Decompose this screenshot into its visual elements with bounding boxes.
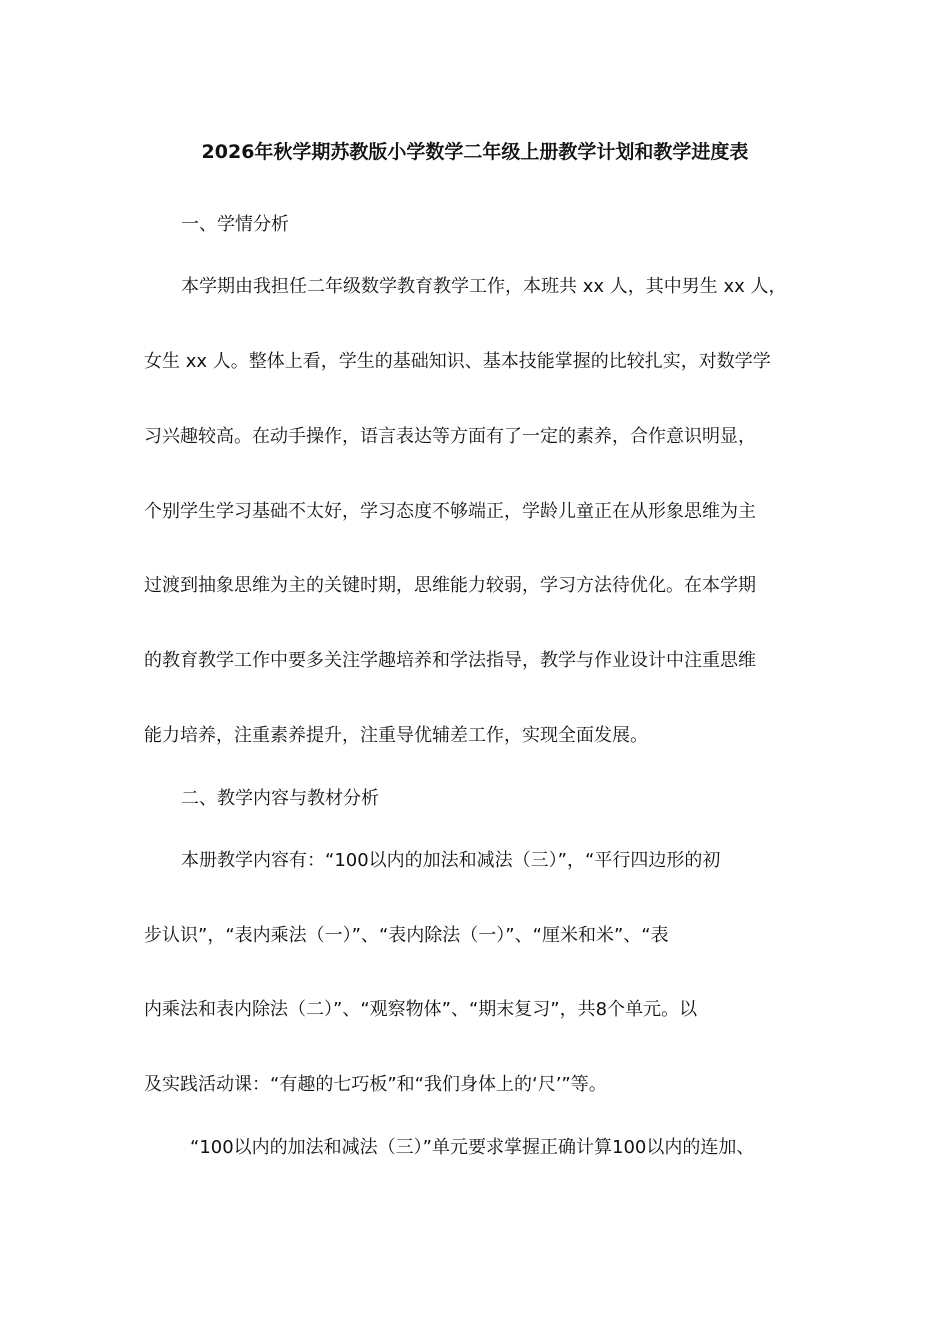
paragraph-line: 的教育教学工作中要多关注学趣培养和学法指导，教学与作业设计中注重思维 [144,650,756,671]
paragraph-line: 步认识”，“表内乘法（一）”、“表内除法（一）”、“厘米和米”、“表 [144,925,669,946]
paragraph-line: 内乘法和表内除法（二）”、“观察物体”、“期末复习”，共8个单元。以 [144,999,698,1020]
document-title: 2026年秋学期苏教版小学数学二年级上册教学计划和教学进度表 [201,141,749,163]
section-heading-analysis: 一、学情分析 [181,214,289,235]
paragraph-line: 本册教学内容有：“100以内的加法和减法（三）”，“平行四边形的初 [181,850,721,871]
paragraph-line: 本学期由我担任二年级数学教育教学工作，本班共 xx 人，其中男生 xx 人， [181,276,787,297]
paragraph-line: 个别学生学习基础不太好，学习态度不够端正，学龄儿童正在从形象思维为主 [144,501,756,522]
paragraph-line: 女生 xx 人。整体上看，学生的基础知识、基本技能掌握的比较扎实，对数学学 [144,351,771,372]
paragraph-line: 及实践活动课：“有趣的七巧板”和“我们身体上的‘尺’”等。 [144,1074,607,1095]
paragraph-line: 过渡到抽象思维为主的关键时期，思维能力较弱，学习方法待优化。在本学期 [144,575,756,596]
paragraph-line: 习兴趣较高。在动手操作，语言表达等方面有了一定的素养，合作意识明显， [144,426,756,447]
paragraph-line: 能力培养，注重素养提升，注重导优辅差工作，实现全面发展。 [144,725,648,746]
paragraph-line: “100以内的加法和减法（三）”单元要求掌握正确计算100以内的连加、 [190,1137,755,1158]
section-heading-content: 二、教学内容与教材分析 [181,788,379,809]
